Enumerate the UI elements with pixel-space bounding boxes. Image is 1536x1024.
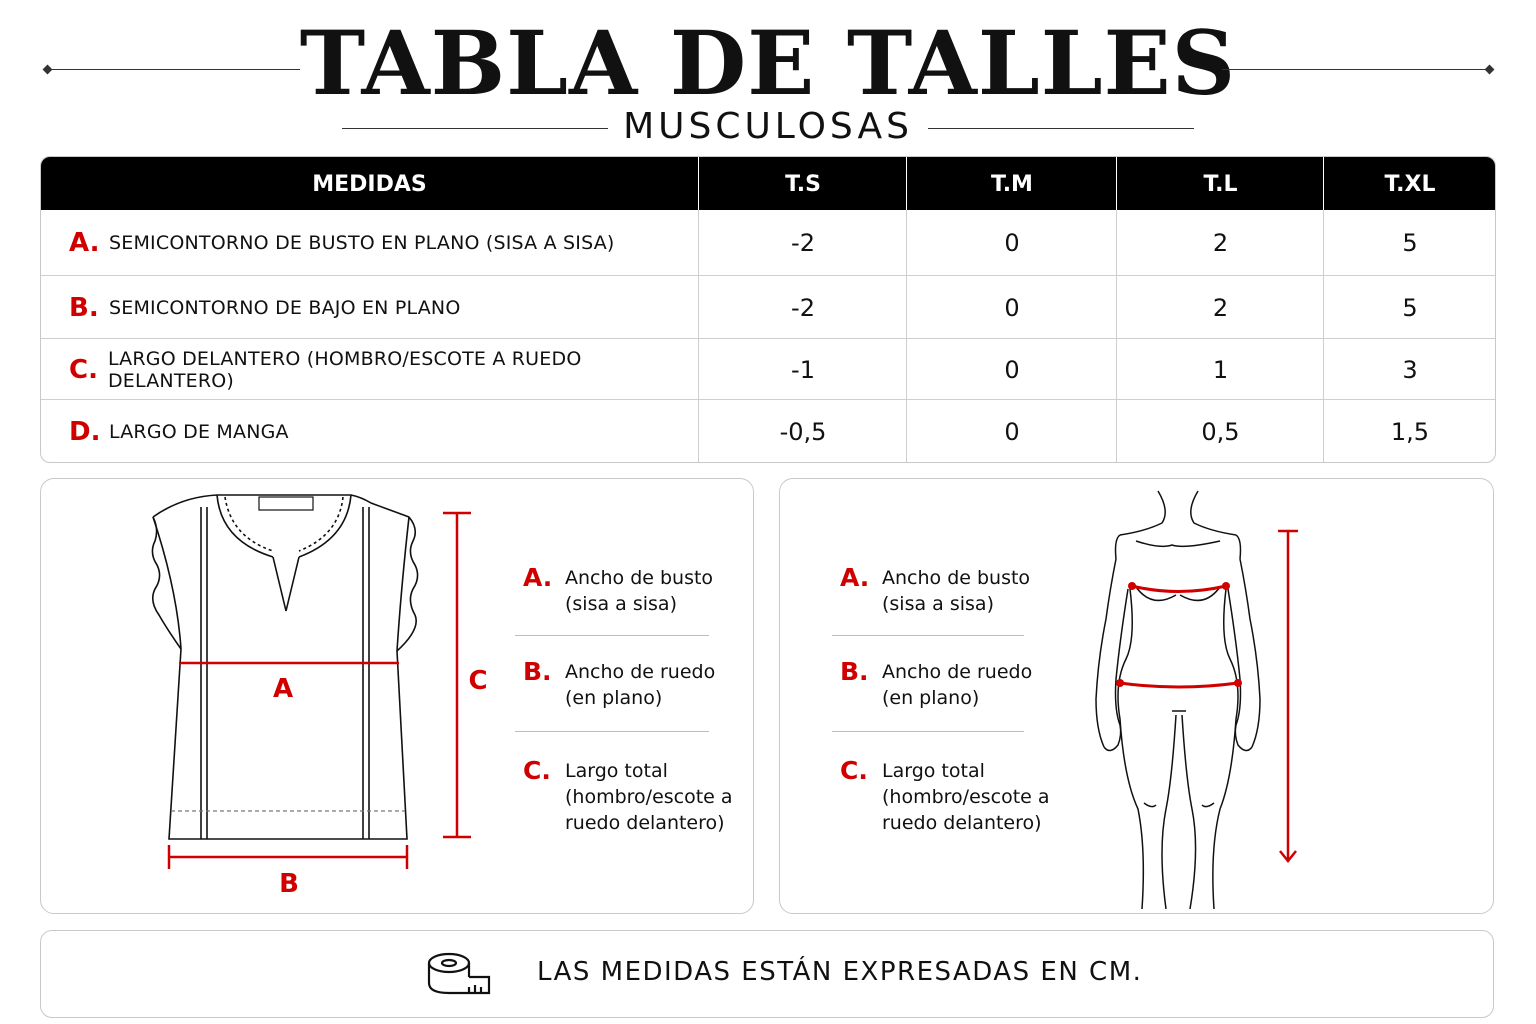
row-letter: D. [69,416,101,447]
cell-ts: -1 [698,339,907,400]
cell-txl: 3 [1323,339,1496,400]
table-row [41,275,1495,339]
row-label: SEMICONTORNO DE BUSTO EN PLANO (SISA A SISA) [109,231,615,254]
row-letter: A. [69,227,100,258]
subtitle-right-rule [928,128,1194,129]
col-header-tm: T.M [906,157,1117,210]
row-label: LARGO DELANTERO (HOMBRO/ESCOTE A RUEDO DELANTERO) [107,347,582,392]
cell-txl: 1,5 [1323,400,1496,463]
tape-measure-icon [425,949,495,1003]
measure-a-label: A [272,674,294,704]
cell-txl: 5 [1323,210,1496,275]
table-row [41,399,1495,463]
cell-tm: 0 [906,400,1117,463]
col-header-ts: T.S [698,157,907,210]
cell-tl: 2 [1116,276,1324,339]
row-label: SEMICONTORNO DE BAJO EN PLANO [109,296,461,319]
title-right-rule [1222,69,1488,70]
subtitle-left-rule [342,128,608,129]
row-letter: B. [69,292,99,323]
row-letter: C. [69,354,98,385]
cell-ts: -0,5 [698,400,907,463]
garment-panel: A C B A. Ancho de busto (sisa a sisa) B. Ancho de ruedo (en plano) C. Largo total (hombro/escote a ruedo delantero) [40,478,754,914]
measure-b-label: B [279,869,299,899]
garment-diagram [41,479,501,913]
col-header-txl: T.XL [1323,157,1496,210]
cell-ts: -2 [698,276,907,339]
cell-txl: 5 [1323,276,1496,339]
cell-tl: 2 [1116,210,1324,275]
body-figure-illustration [780,479,1493,913]
col-header-medidas: MEDIDAS [312,172,427,197]
table-header [41,157,1495,210]
cell-tm: 0 [906,210,1117,275]
row-label: LARGO DE MANGA [109,420,289,443]
table-row [41,338,1495,400]
page-subtitle: MUSCULOSAS [623,106,913,147]
legend-divider [515,731,709,732]
col-header-tl: T.L [1116,157,1324,210]
page-title: TABLA DE TALLES [299,11,1237,115]
cell-tl: 0,5 [1116,400,1324,463]
cell-tm: 0 [906,276,1117,339]
cell-tm: 0 [906,339,1117,400]
size-table [40,156,1496,463]
measure-c-label: C [468,666,488,696]
cell-ts: -2 [698,210,907,275]
cell-tl: 1 [1116,339,1324,400]
units-note: LAS MEDIDAS ESTÁN EXPRESADAS EN CM. [537,957,1143,987]
table-row [41,210,1495,275]
footer-note-box [40,930,1494,1018]
title-left-rule [50,69,300,70]
legend-divider [515,635,709,636]
body-panel: A. Ancho de busto (sisa a sisa) B. Ancho de ruedo (en plano) C. Largo total (hombro/escote a ruedo delantero) [779,478,1494,914]
